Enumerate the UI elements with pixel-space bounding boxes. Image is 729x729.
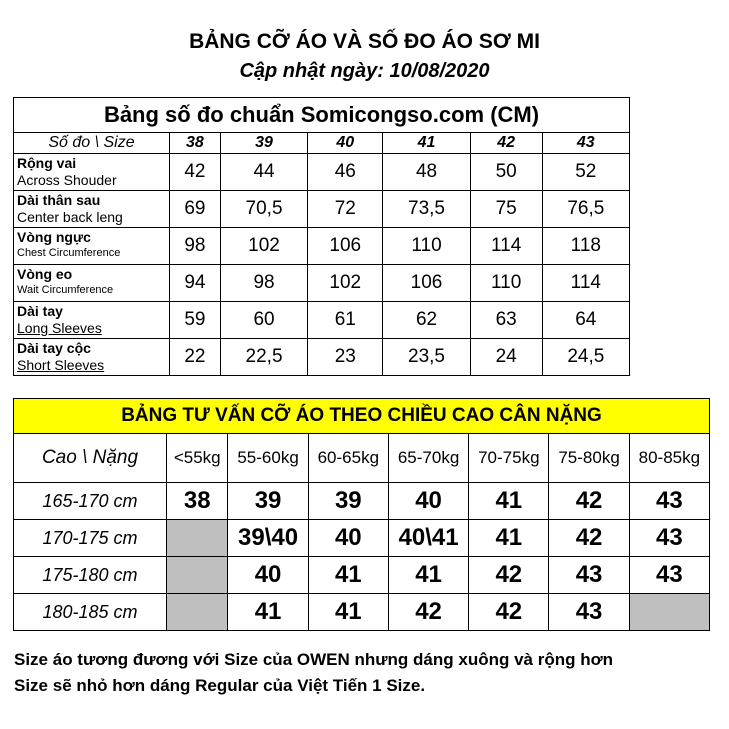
measurement-value: 44 bbox=[220, 154, 307, 191]
measurement-label bbox=[14, 154, 170, 191]
measurement-value: 75 bbox=[470, 191, 542, 228]
measurement-value: 69 bbox=[170, 191, 221, 228]
measurement-name-en: Across Shouder bbox=[17, 172, 117, 188]
size-recommendation: 41 bbox=[469, 520, 549, 557]
measurement-value: 102 bbox=[308, 265, 383, 302]
measurement-value: 22 bbox=[170, 339, 221, 376]
size-recommendation: 39 bbox=[228, 483, 308, 520]
weight-header: 80-85kg bbox=[629, 434, 709, 483]
measurement-corner-label: Số đo \ Size bbox=[14, 133, 170, 154]
update-date: Cập nhật ngày: 10/08/2020 bbox=[239, 60, 490, 82]
measurement-row bbox=[14, 339, 630, 376]
size-recommendation: 43 bbox=[549, 594, 629, 631]
advice-title-row bbox=[14, 399, 710, 434]
page-title: BẢNG CỠ ÁO VÀ SỐ ĐO ÁO SƠ MI bbox=[189, 30, 540, 53]
size-recommendation: 41 bbox=[308, 594, 388, 631]
note-owen: Size áo tương đương với Size của OWEN nhưng dáng xuông và rộng hơn bbox=[14, 650, 614, 669]
advice-table-title: BẢNG TƯ VẤN CỠ ÁO THEO CHIỀU CAO CÂN NẶNG bbox=[14, 399, 710, 434]
size-recommendation: 40\41 bbox=[388, 520, 468, 557]
measurement-row bbox=[14, 154, 630, 191]
measurement-title-row bbox=[14, 98, 630, 133]
measurement-label bbox=[14, 339, 170, 376]
measurement-row bbox=[14, 265, 630, 302]
weight-header: 60-65kg bbox=[308, 434, 388, 483]
measurement-value: 102 bbox=[220, 228, 307, 265]
size-recommendation: 40 bbox=[228, 557, 308, 594]
measurement-value: 24,5 bbox=[542, 339, 629, 376]
measurement-table-title: Bảng số đo chuẩn Somicongso.com (CM) bbox=[14, 98, 630, 133]
measurement-name-en: Long Sleeves bbox=[17, 320, 102, 336]
weight-header: 65-70kg bbox=[388, 434, 468, 483]
size-recommendation: 41 bbox=[469, 483, 549, 520]
measurement-value: 114 bbox=[470, 228, 542, 265]
measurement-value: 70,5 bbox=[220, 191, 307, 228]
measurement-name-en: Short Sleeves bbox=[17, 357, 105, 373]
size-recommendation: 41 bbox=[308, 557, 388, 594]
measurement-value: 46 bbox=[308, 154, 383, 191]
height-label: 165-170 cm bbox=[14, 483, 167, 520]
measurement-value: 114 bbox=[542, 265, 629, 302]
measurement-table bbox=[13, 97, 630, 376]
height-label: 170-175 cm bbox=[14, 520, 167, 557]
measurement-value: 106 bbox=[308, 228, 383, 265]
size-header-38: 38 bbox=[170, 133, 221, 154]
measurement-name-vn: Dài tay bbox=[17, 303, 63, 319]
measurement-value: 62 bbox=[383, 302, 470, 339]
size-recommendation: 41 bbox=[388, 557, 468, 594]
measurement-value: 63 bbox=[470, 302, 542, 339]
weight-header: 75-80kg bbox=[549, 434, 629, 483]
advice-row bbox=[14, 483, 710, 520]
height-label: 180-185 cm bbox=[14, 594, 167, 631]
measurement-value: 73,5 bbox=[383, 191, 470, 228]
advice-row bbox=[14, 520, 710, 557]
measurement-value: 106 bbox=[383, 265, 470, 302]
advice-row bbox=[14, 594, 710, 631]
measurement-row bbox=[14, 228, 630, 265]
measurement-value: 94 bbox=[170, 265, 221, 302]
size-recommendation: 40 bbox=[388, 483, 468, 520]
size-advice-table bbox=[13, 398, 710, 631]
measurement-value: 60 bbox=[220, 302, 307, 339]
measurement-value: 23,5 bbox=[383, 339, 470, 376]
empty-cell bbox=[167, 594, 228, 631]
measurement-value: 52 bbox=[542, 154, 629, 191]
size-recommendation: 39 bbox=[308, 483, 388, 520]
size-header-43: 43 bbox=[542, 133, 629, 154]
measurement-label bbox=[14, 302, 170, 339]
measurement-value: 23 bbox=[308, 339, 383, 376]
measurement-name-vn: Dài thân sau bbox=[17, 192, 101, 208]
measurement-value: 59 bbox=[170, 302, 221, 339]
measurement-value: 98 bbox=[220, 265, 307, 302]
weight-header: 55-60kg bbox=[228, 434, 308, 483]
size-recommendation: 42 bbox=[469, 557, 549, 594]
measurement-value: 64 bbox=[542, 302, 629, 339]
size-recommendation: 42 bbox=[549, 520, 629, 557]
size-recommendation: 43 bbox=[629, 483, 709, 520]
weight-header: <55kg bbox=[167, 434, 228, 483]
measurement-row bbox=[14, 302, 630, 339]
measurement-name-vn: Vòng ngực bbox=[17, 229, 91, 245]
height-label: 175-180 cm bbox=[14, 557, 167, 594]
size-recommendation: 38 bbox=[167, 483, 228, 520]
note-viet-tien: Size sẽ nhỏ hơn dáng Regular của Việt Tiến 1 Size. bbox=[14, 676, 426, 695]
size-recommendation: 39\40 bbox=[228, 520, 308, 557]
measurement-label bbox=[14, 191, 170, 228]
advice-row bbox=[14, 557, 710, 594]
measurement-name-en: Wait Circumference bbox=[17, 284, 114, 296]
measurement-name-vn: Rộng vai bbox=[17, 155, 77, 171]
measurement-name-vn: Vòng eo bbox=[17, 266, 73, 282]
measurement-value: 72 bbox=[308, 191, 383, 228]
advice-header-row bbox=[14, 434, 710, 483]
measurement-value: 24 bbox=[470, 339, 542, 376]
size-recommendation: 42 bbox=[549, 483, 629, 520]
size-recommendation: 40 bbox=[308, 520, 388, 557]
measurement-header-row bbox=[14, 133, 630, 154]
empty-cell bbox=[167, 557, 228, 594]
measurement-label bbox=[14, 265, 170, 302]
measurement-value: 118 bbox=[542, 228, 629, 265]
empty-cell bbox=[629, 594, 709, 631]
size-header-41: 41 bbox=[383, 133, 470, 154]
advice-corner-label: Cao \ Nặng bbox=[14, 434, 167, 483]
size-recommendation: 41 bbox=[228, 594, 308, 631]
size-recommendation: 43 bbox=[629, 557, 709, 594]
measurement-value: 110 bbox=[470, 265, 542, 302]
size-recommendation: 42 bbox=[388, 594, 468, 631]
measurement-value: 110 bbox=[383, 228, 470, 265]
measurement-name-en: Center back leng bbox=[17, 209, 123, 225]
measurement-value: 22,5 bbox=[220, 339, 307, 376]
size-header-40: 40 bbox=[308, 133, 383, 154]
weight-header: 70-75kg bbox=[469, 434, 549, 483]
measurement-value: 61 bbox=[308, 302, 383, 339]
measurement-row bbox=[14, 191, 630, 228]
measurement-label bbox=[14, 228, 170, 265]
size-recommendation: 42 bbox=[469, 594, 549, 631]
measurement-value: 76,5 bbox=[542, 191, 629, 228]
size-recommendation: 43 bbox=[549, 557, 629, 594]
measurement-name-en: Chest Circumference bbox=[17, 247, 121, 259]
size-recommendation: 43 bbox=[629, 520, 709, 557]
measurement-value: 48 bbox=[383, 154, 470, 191]
measurement-name-vn: Dài tay cộc bbox=[17, 340, 91, 356]
size-header-42: 42 bbox=[470, 133, 542, 154]
measurement-value: 98 bbox=[170, 228, 221, 265]
measurement-value: 50 bbox=[470, 154, 542, 191]
size-header-39: 39 bbox=[220, 133, 307, 154]
measurement-value: 42 bbox=[170, 154, 221, 191]
empty-cell bbox=[167, 520, 228, 557]
